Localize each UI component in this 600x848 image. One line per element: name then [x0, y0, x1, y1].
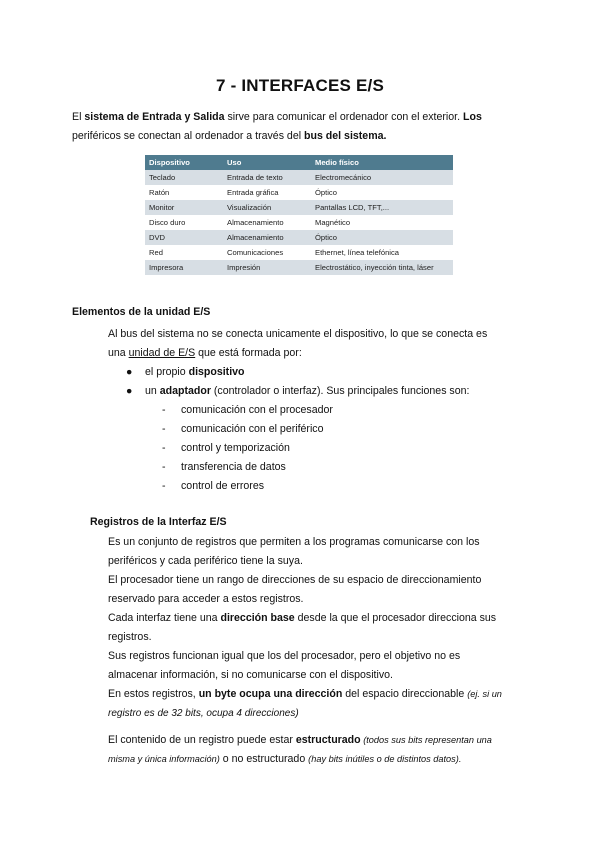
section2-line: misma y única información) o no estructurado (hay bits inútiles o de distintos datos).	[108, 753, 462, 765]
list-item: ● un adaptador (controlador o interfaz). Sus principales funciones son:	[126, 382, 536, 401]
list-item: - control de errores	[162, 477, 462, 496]
section2-line: Cada interfaz tiene una dirección base desde la que el procesador direcciona sus	[108, 612, 497, 624]
devices-table	[145, 155, 453, 275]
section2-line: registros.	[108, 631, 152, 643]
list-item: ● el propio dispositivo	[126, 363, 526, 382]
dash-icon: -	[162, 423, 166, 435]
table-row	[145, 185, 453, 200]
section2-line: registro es de 32 bits, ocupa 4 direcciones)	[108, 708, 299, 719]
table-row	[145, 170, 453, 185]
list-item: - transferencia de datos	[162, 458, 462, 477]
section-heading-elementos: Elementos de la unidad E/S	[72, 306, 211, 318]
table-cell: Almacenamiento	[223, 215, 311, 230]
table-cell: Impresión	[223, 260, 311, 275]
table-cell: Comunicaciones	[223, 245, 311, 260]
list-item: - comunicación con el periférico	[162, 420, 462, 439]
table-row	[145, 245, 453, 260]
list-item: - control y temporización	[162, 439, 462, 458]
dash-icon: -	[162, 480, 166, 492]
table-cell: Disco duro	[145, 215, 223, 230]
table-cell: Pantallas LCD, TFT,...	[311, 200, 453, 215]
table-cell: Electrostático, inyección tinta, láser	[311, 260, 453, 275]
table-cell: Magnético	[311, 215, 453, 230]
list-item: - comunicación con el procesador	[162, 401, 462, 420]
bullet-icon: ●	[126, 385, 133, 397]
table-cell: Red	[145, 245, 223, 260]
table-cell: Entrada de texto	[223, 170, 311, 185]
table-cell: Teclado	[145, 170, 223, 185]
table-cell: DVD	[145, 230, 223, 245]
unidad-es-underlined: unidad de E/S	[128, 347, 196, 359]
table-cell: Óptico	[311, 230, 453, 245]
table-row	[145, 260, 453, 275]
table-row	[145, 200, 453, 215]
dash-icon: -	[162, 461, 166, 473]
intro-line-1: El sistema de Entrada y Salida sirve para comunicar el ordenador con el exterior. Los	[72, 111, 482, 123]
section2-line: Es un conjunto de registros que permiten a los programas comunicarse con los	[108, 536, 480, 548]
section2-line: Sus registros funcionan igual que los del procesador, pero el objetivo no es	[108, 650, 461, 662]
page-title: 7 - INTERFACES E/S	[216, 76, 384, 95]
table-cell: Ethernet, línea telefónica	[311, 245, 453, 260]
table-header: Dispositivo	[145, 155, 223, 170]
section2-line: periféricos y cada periférico tiene la suya.	[108, 555, 303, 567]
dash-icon: -	[162, 442, 166, 454]
dash-icon: -	[162, 404, 166, 416]
table-row	[145, 230, 453, 245]
section1-line-2: una unidad de E/S que está formada por:	[108, 347, 302, 359]
section-heading-registros: Registros de la Interfaz E/S	[90, 516, 227, 528]
table-header: Medio físico	[311, 155, 453, 170]
table-cell: Entrada gráfica	[223, 185, 311, 200]
table-cell: Impresora	[145, 260, 223, 275]
section1-line-1: Al bus del sistema no se conecta unicamente el dispositivo, lo que se conecta es	[108, 328, 488, 340]
table-row	[145, 215, 453, 230]
table-cell: Visualización	[223, 200, 311, 215]
section2-line: reservado para acceder a estos registros.	[108, 593, 304, 605]
table-header-row	[145, 155, 453, 170]
table-cell: Óptico	[311, 185, 453, 200]
section2-line: El procesador tiene un rango de direcciones de su espacio de direccionamiento	[108, 574, 482, 586]
section2-line: El contenido de un registro puede estar estructurado (todos sus bits representan una	[108, 734, 492, 746]
table-cell: Ratón	[145, 185, 223, 200]
table-cell: Electromecánico	[311, 170, 453, 185]
intro-line-2: periféricos se conectan al ordenador a través del bus del sistema.	[72, 130, 387, 142]
table-cell: Almacenamiento	[223, 230, 311, 245]
section2-line: almacenar información, si no comunicarse con el dispositivo.	[108, 669, 393, 681]
table-header: Uso	[223, 155, 311, 170]
section2-line: En estos registros, un byte ocupa una dirección del espacio direccionable (ej. si un	[108, 688, 502, 700]
table-cell: Monitor	[145, 200, 223, 215]
bullet-icon: ●	[126, 366, 133, 378]
